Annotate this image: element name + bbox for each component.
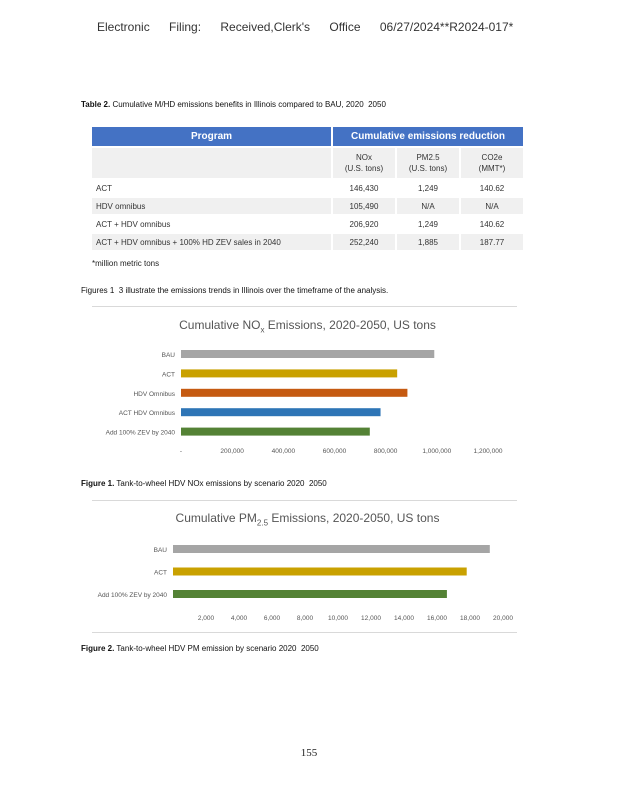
row-co2: 140.62 xyxy=(460,179,523,197)
figure2-title xyxy=(92,511,523,527)
category-label: ACT xyxy=(162,371,175,379)
bar xyxy=(181,389,407,397)
page-number: 155 xyxy=(300,747,318,759)
subheader-co2 xyxy=(460,147,523,179)
nox-unit: (U.S. tons) xyxy=(344,164,384,173)
table-caption xyxy=(81,100,386,109)
co2-label: CO2e xyxy=(481,153,503,162)
header-part: Office xyxy=(329,20,361,34)
figure2-caption-text: Tank-to-wheel HDV PM emission by scenario 2020 2050 xyxy=(116,644,319,653)
figure1-title-pre: Cumulative NO xyxy=(179,318,261,332)
figure2-caption xyxy=(81,644,319,653)
tick-label: 12,000 xyxy=(361,615,381,622)
bar xyxy=(181,428,370,436)
figure1-title-post: Emissions, 2020-2050, US tons xyxy=(264,318,436,332)
tick-label: 8,000 xyxy=(296,615,314,622)
bar xyxy=(173,568,467,576)
figure1-caption xyxy=(81,479,327,488)
category-label: Add 100% ZEV by 2040 xyxy=(97,592,167,599)
row-pm: 1,249 xyxy=(396,215,460,233)
figure2-title-sub: 2.5 xyxy=(256,518,269,528)
bar xyxy=(181,350,434,358)
tick-label: 200,000 xyxy=(220,448,244,455)
table-caption-label: Table 2. xyxy=(81,100,111,109)
tick-label: 800,000 xyxy=(373,448,398,455)
row-pm: 1,249 xyxy=(396,179,460,197)
figure1-caption-text: Tank-to-wheel HDV NOx emissions by scenario 2020 2050 xyxy=(116,479,327,488)
divider xyxy=(92,632,517,633)
tick-label: 4,000 xyxy=(230,615,248,622)
tick-label: 600,000 xyxy=(322,448,347,455)
emissions-table xyxy=(92,127,523,250)
tick-label: 18,000 xyxy=(460,615,480,622)
row-program: ACT + HDV omnibus + 100% HD ZEV sales in 2040 xyxy=(92,233,332,250)
table-row xyxy=(92,233,523,250)
row-co2: 140.62 xyxy=(460,215,523,233)
nox-bar-chart xyxy=(92,338,523,460)
tick-label: 1,000,000 xyxy=(422,448,452,455)
row-nox: 206,920 xyxy=(332,215,396,233)
bar xyxy=(181,369,397,377)
tick-label: 20,000 xyxy=(493,615,513,622)
tick-label: 1,200,000 xyxy=(473,448,503,455)
intro-text: Figures 1 3 illustrate the emissions trends in Illinois over the timeframe of the analysis. xyxy=(81,286,389,295)
header-part: Electronic xyxy=(97,20,150,34)
table-row xyxy=(92,179,523,197)
row-program: ACT + HDV omnibus xyxy=(92,215,332,233)
tick-label: 6,000 xyxy=(263,615,281,622)
figure1-title-sub: x xyxy=(260,325,265,335)
divider xyxy=(92,306,517,307)
tick-label: 2,000 xyxy=(197,615,215,622)
table-row xyxy=(92,215,523,233)
pm-unit: (U.S. tons) xyxy=(408,164,448,173)
divider xyxy=(92,500,517,501)
nox-label: NOx xyxy=(356,153,372,162)
figure1-caption-label: Figure 1. xyxy=(81,479,115,488)
tick-label: 10,000 xyxy=(328,615,348,622)
filing-header xyxy=(97,20,529,34)
figure1-title xyxy=(92,318,523,334)
bar xyxy=(173,590,447,598)
bar xyxy=(181,408,381,416)
col-program-header: Program xyxy=(92,127,332,147)
bar xyxy=(173,545,490,553)
row-nox: 105,490 xyxy=(332,197,396,215)
category-label: HDV Omnibus xyxy=(133,390,175,398)
figure2-title-pre: Cumulative PM xyxy=(175,511,257,525)
row-pm: 1,885 xyxy=(396,233,460,250)
row-co2: 187.77 xyxy=(460,233,523,250)
subheader-pm xyxy=(396,147,460,179)
table-footnote: *million metric tons xyxy=(92,259,160,268)
tick-label: 400,000 xyxy=(271,448,296,455)
row-program: HDV omnibus xyxy=(92,197,332,215)
row-nox: 252,240 xyxy=(332,233,396,250)
figure2-title-post: Emissions, 2020-2050, US tons xyxy=(268,511,440,525)
header-part: Filing: xyxy=(169,20,202,34)
subheader-nox xyxy=(332,147,396,179)
row-nox: 146,430 xyxy=(332,179,396,197)
category-label: ACT xyxy=(154,569,167,577)
category-label: ACT HDV Omnibus xyxy=(118,410,175,418)
category-label: Add 100% ZEV by 2040 xyxy=(105,429,175,437)
pm-bar-chart xyxy=(92,534,523,626)
pm-label: PM2.5 xyxy=(416,153,440,162)
table-caption-text: Cumulative M/HD emissions benefits in Illinois compared to BAU, 2020 2050 xyxy=(112,100,386,109)
category-label: BAU xyxy=(153,547,167,554)
category-label: BAU xyxy=(161,352,175,359)
figure2-caption-label: Figure 2. xyxy=(81,644,115,653)
tick-label: - xyxy=(179,448,183,455)
header-part: Received,Clerk's xyxy=(220,20,311,34)
col-reduction-header: Cumulative emissions reduction xyxy=(332,127,523,147)
header-part: 06/27/2024**R2024-017* xyxy=(379,20,514,34)
row-co2: N/A xyxy=(460,197,523,215)
row-program: ACT xyxy=(92,179,332,197)
co2-unit: (MMT*) xyxy=(478,164,506,173)
subheader-blank xyxy=(92,147,332,179)
tick-label: 14,000 xyxy=(394,615,414,622)
table-row xyxy=(92,197,523,215)
row-pm: N/A xyxy=(396,197,460,215)
tick-label: 16,000 xyxy=(427,615,447,622)
